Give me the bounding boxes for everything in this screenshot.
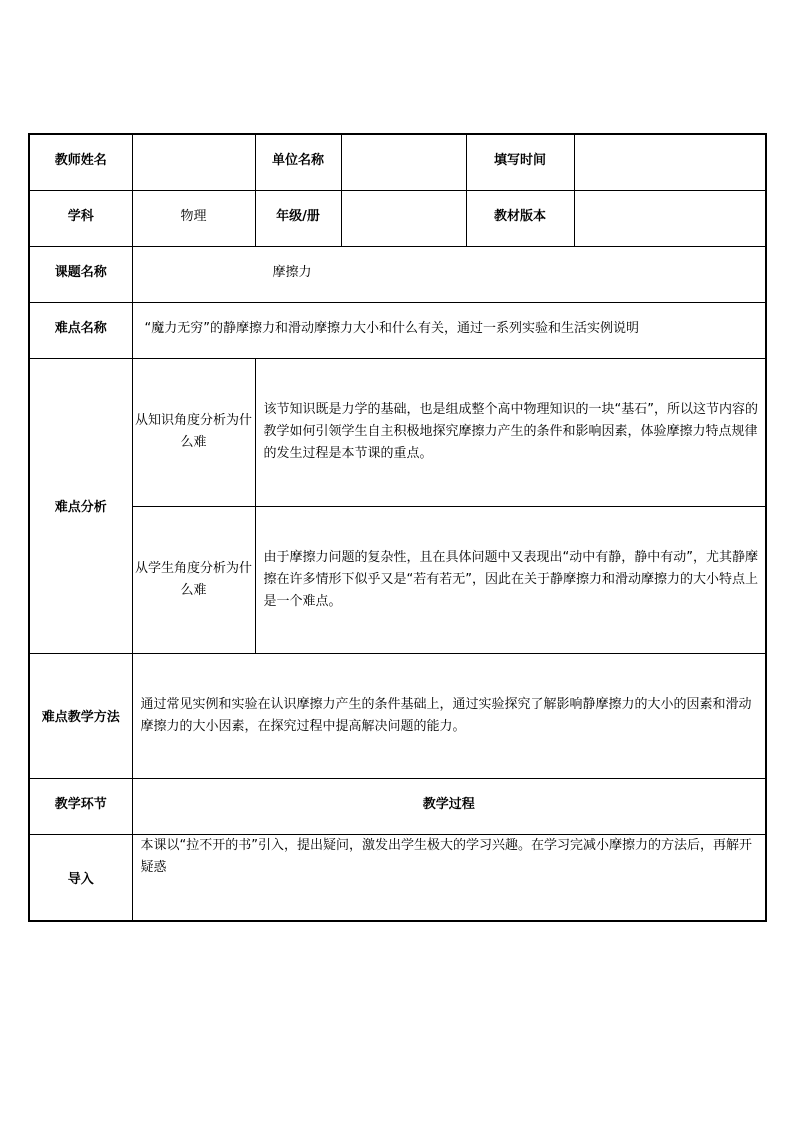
- unit-name-field[interactable]: [341, 134, 466, 190]
- teacher-name-field[interactable]: [132, 134, 255, 190]
- difficulty-label: 难点名称: [29, 302, 132, 358]
- textbook-label: 教材版本: [466, 190, 574, 246]
- grade-field[interactable]: [341, 190, 466, 246]
- table-row: [29, 134, 766, 190]
- textbook-field[interactable]: [574, 190, 766, 246]
- student-angle-label: 从学生角度分析为什么难: [132, 506, 255, 653]
- topic-label: 课题名称: [29, 246, 132, 302]
- method-text[interactable]: 通过常见实例和实验在认识摩擦力产生的条件基础上，通过实验探究了解影响静摩擦力的大小的因素和滑动摩擦力的大小因素，在探究过程中提高解决问题的能力。: [132, 653, 766, 778]
- topic-field[interactable]: 摩擦力: [132, 246, 766, 302]
- teacher-name-label: 教师姓名: [29, 134, 132, 190]
- intro-text[interactable]: 本课以“拉不开的书”引入，提出疑问，激发出学生极大的学习兴趣。在学习完减小摩擦力的方法后，再解开疑惑: [132, 834, 766, 921]
- fill-date-field[interactable]: [574, 134, 766, 190]
- knowledge-angle-text[interactable]: 该节知识既是力学的基础，也是组成整个高中物理知识的一块“基石”，所以这节内容的教学如何引领学生自主积极地探究摩擦力产生的条件和影响因素，体验摩擦力特点规律的发生过程是本节课的重点。: [255, 358, 766, 506]
- subject-label: 学科: [29, 190, 132, 246]
- table-row: [29, 778, 766, 834]
- method-label: 难点教学方法: [29, 653, 132, 778]
- intro-label: 导入: [29, 834, 132, 921]
- table-row: [29, 358, 766, 506]
- subject-field[interactable]: 物理: [132, 190, 255, 246]
- table-row: [29, 653, 766, 778]
- fill-date-label: 填写时间: [466, 134, 574, 190]
- table-row: [29, 834, 766, 921]
- difficulty-field[interactable]: “魔力无穷”的静摩擦力和滑动摩擦力大小和什么有关，通过一系列实验和生活实例说明: [132, 302, 766, 358]
- student-angle-text[interactable]: 由于摩擦力问题的复杂性，且在具体问题中又表现出“动中有静，静中有动”，尤其静摩擦在许多情形下似乎又是“若有若无”，因此在关于静摩擦力和滑动摩擦力的大小特点上是一个难点。: [255, 506, 766, 653]
- table-row: [29, 246, 766, 302]
- lesson-plan-table: [28, 133, 767, 922]
- analysis-label: 难点分析: [29, 358, 132, 653]
- process-header: 教学过程: [132, 778, 766, 834]
- knowledge-angle-label: 从知识角度分析为什么难: [132, 358, 255, 506]
- table-row: [29, 302, 766, 358]
- unit-name-label: 单位名称: [255, 134, 341, 190]
- stage-header: 教学环节: [29, 778, 132, 834]
- table-row: [29, 190, 766, 246]
- table-row: [29, 506, 766, 653]
- grade-label: 年级/册: [255, 190, 341, 246]
